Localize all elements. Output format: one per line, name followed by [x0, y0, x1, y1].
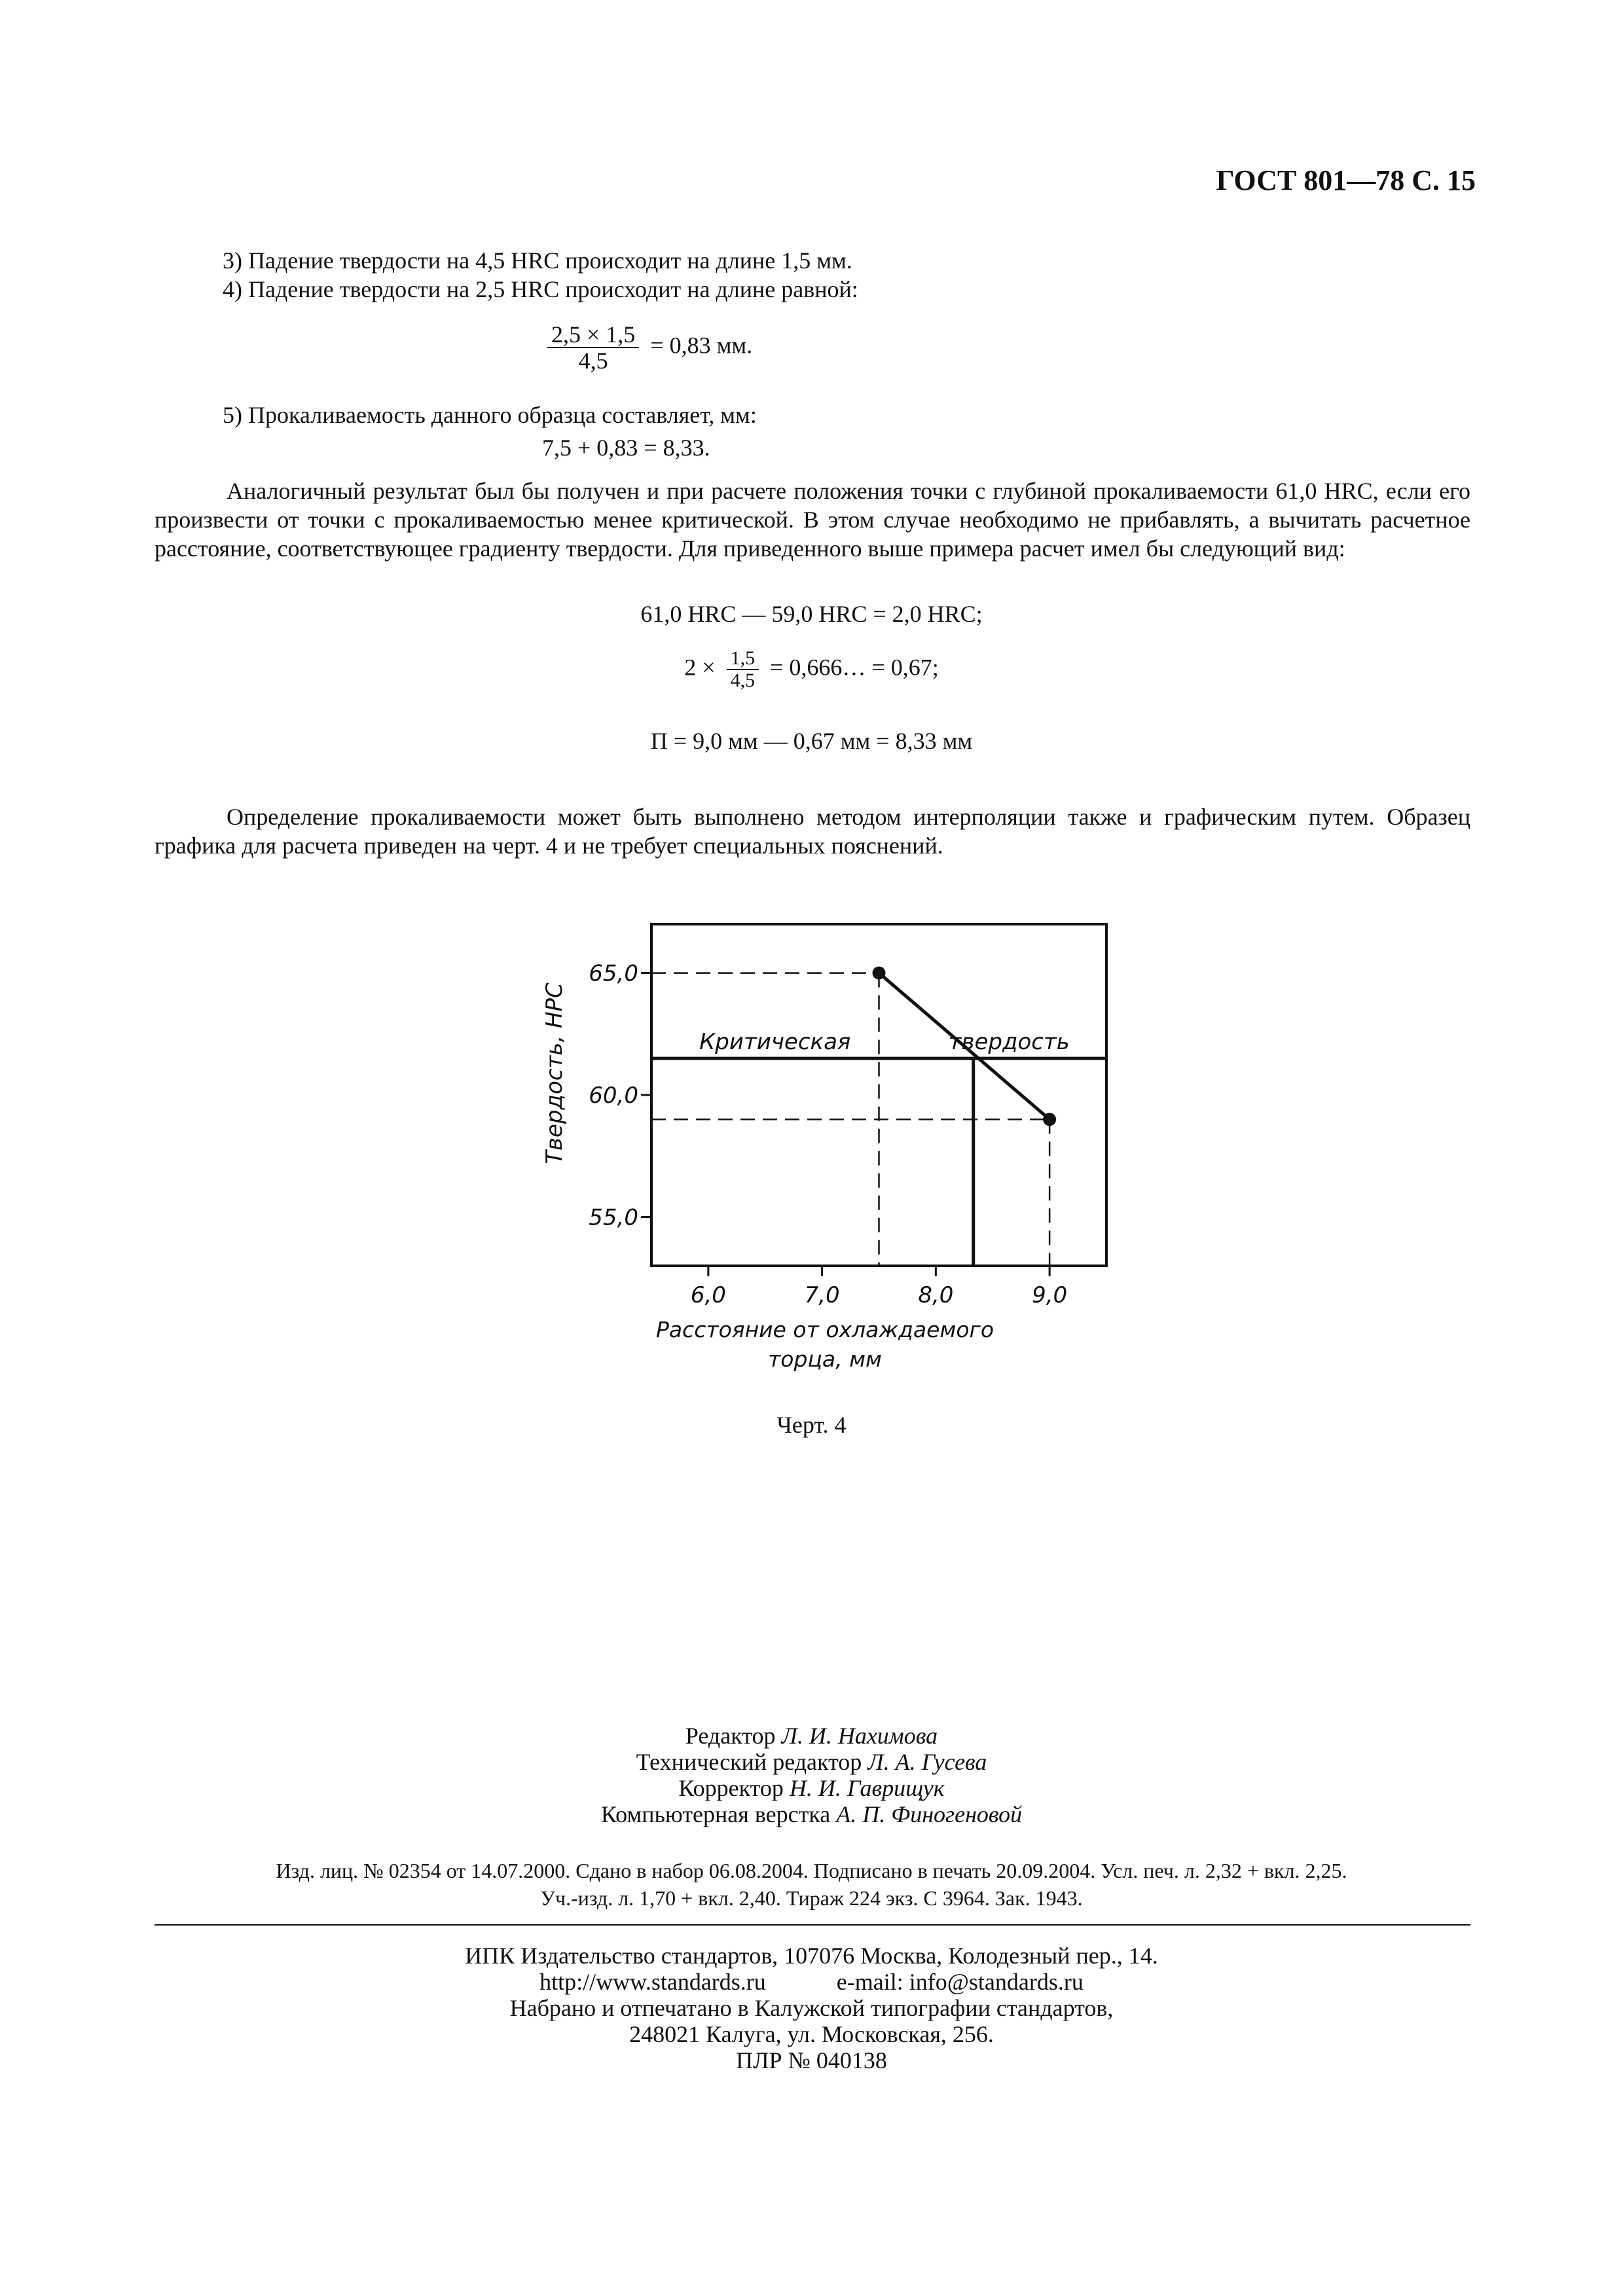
- formula-prefix: 2 ×: [684, 654, 716, 681]
- fraction: [547, 322, 639, 373]
- list-item-5: 5) Прокаливаемость данного образца составляет, мм:: [223, 402, 757, 428]
- credit-corrector: [0, 1774, 1623, 1803]
- fraction-numerator: 2,5 × 1,5: [547, 322, 639, 348]
- formula-hrc-difference: 61,0 HRC — 59,0 HRC = 2,0 HRC;: [640, 601, 983, 627]
- paragraph-analogous: Аналогичный результат был бы получен и при расчете положения точки с глубиной прокаливаемости 61,0 HRC, если его произвести от точки с прокаливаемостью менее критической. В этом случае необходимо не прибавлять, а вычитать расчетное расстояние, соответствующее градиенту твердости. Для приведенного выше примера расчет имел бы следующий вид:: [155, 478, 1470, 562]
- chart-layer: [589, 961, 1106, 1308]
- formula-fraction-1: [542, 322, 752, 373]
- divider: [155, 1924, 1470, 1926]
- formula-result: = 0,666… = 0,67;: [770, 654, 939, 681]
- imprint-line-2: Уч.-изд. л. 1,70 + вкл. 2,40. Тираж 224 экз. С 3964. Зак. 1943.: [540, 1886, 1083, 1910]
- publisher-contacts: [0, 1967, 1623, 1996]
- fraction: [727, 648, 759, 691]
- credit-name: А. П. Финогеновой: [836, 1801, 1023, 1827]
- credit-label: Корректор: [678, 1775, 784, 1801]
- critical-label-right: твердость: [948, 1029, 1070, 1056]
- publisher-email: e-mail: info@standards.ru: [836, 1969, 1084, 1995]
- fraction-numerator: 1,5: [727, 648, 759, 670]
- credit-editor: [0, 1721, 1623, 1750]
- sum-formula: 7,5 + 0,83 = 8,33.: [542, 435, 710, 461]
- credit-name: Л. И. Нахимова: [781, 1723, 938, 1749]
- hardness-chart: [511, 903, 1126, 1401]
- data-point: [1043, 1113, 1056, 1126]
- publisher-line-1: ИПК Издательство стандартов, 107076 Москва, Колодезный пер., 14.: [465, 1943, 1158, 1969]
- y-tick-label: 65,0: [589, 960, 638, 987]
- publisher-line-4: 248021 Калуга, ул. Московская, 256.: [629, 2021, 994, 2047]
- credit-layout: [0, 1800, 1623, 1829]
- y-axis-label: Твердость, HPC: [541, 982, 568, 1164]
- critical-label-left: Критическая: [699, 1029, 851, 1056]
- list-item-4: 4) Падение твердости на 2,5 HRC происходит на длине равной:: [223, 276, 858, 302]
- formula-gradient: [0, 648, 1623, 691]
- figure-caption: Черт. 4: [776, 1412, 847, 1438]
- formula-result-depth: П = 9,0 мм — 0,67 мм = 8,33 мм: [650, 728, 973, 754]
- credit-name: Н. И. Гаврищук: [789, 1775, 945, 1801]
- fraction-denominator: 4,5: [578, 348, 608, 374]
- publisher-line-5: ПЛР № 040138: [736, 2047, 887, 2073]
- imprint-line-1: Изд. лиц. № 02354 от 14.07.2000. Сдано в набор 06.08.2004. Подписано в печать 20.09.2004. Усл. печ. л. 2,32 + вкл. 2,25.: [276, 1859, 1347, 1882]
- x-tick-label: 8,0: [918, 1282, 954, 1308]
- credit-label: Технический редактор: [636, 1749, 862, 1775]
- fraction-denominator: 4,5: [730, 670, 756, 691]
- x-tick-label: 9,0: [1032, 1282, 1068, 1308]
- x-axis-label-line1: Расстояние от охлаждаемого: [655, 1317, 994, 1342]
- y-tick-label: 60,0: [589, 1083, 638, 1109]
- paragraph-graphical: Определение прокаливаемости может быть выполнено методом интерполяции также и графическим путем. Образец графика для расчета приведен на черт. 4 и не требует специальных пояснений.: [155, 804, 1470, 859]
- fraction-result: = 0,83 мм.: [650, 332, 753, 359]
- publisher-line-3: Набрано и отпечатано в Калужской типографии стандартов,: [509, 1995, 1114, 2021]
- page-header: ГОСТ 801—78 С. 15: [1216, 164, 1476, 196]
- data-point: [873, 967, 886, 980]
- credit-label: Редактор: [685, 1723, 776, 1749]
- y-tick-label: 55,0: [589, 1204, 638, 1231]
- credit-name: Л. А. Гусева: [867, 1749, 987, 1775]
- x-axis-label-line2: торца, мм: [768, 1346, 882, 1372]
- x-tick-label: 6,0: [690, 1282, 726, 1308]
- x-tick-label: 7,0: [804, 1282, 840, 1308]
- credit-tech-editor: [0, 1748, 1623, 1776]
- publisher-url: http://www.standards.ru: [539, 1969, 766, 1995]
- list-item-3: 3) Падение твердости на 4,5 HRC происходит на длине 1,5 мм.: [223, 247, 852, 274]
- credit-label: Компьютерная верстка: [600, 1801, 831, 1827]
